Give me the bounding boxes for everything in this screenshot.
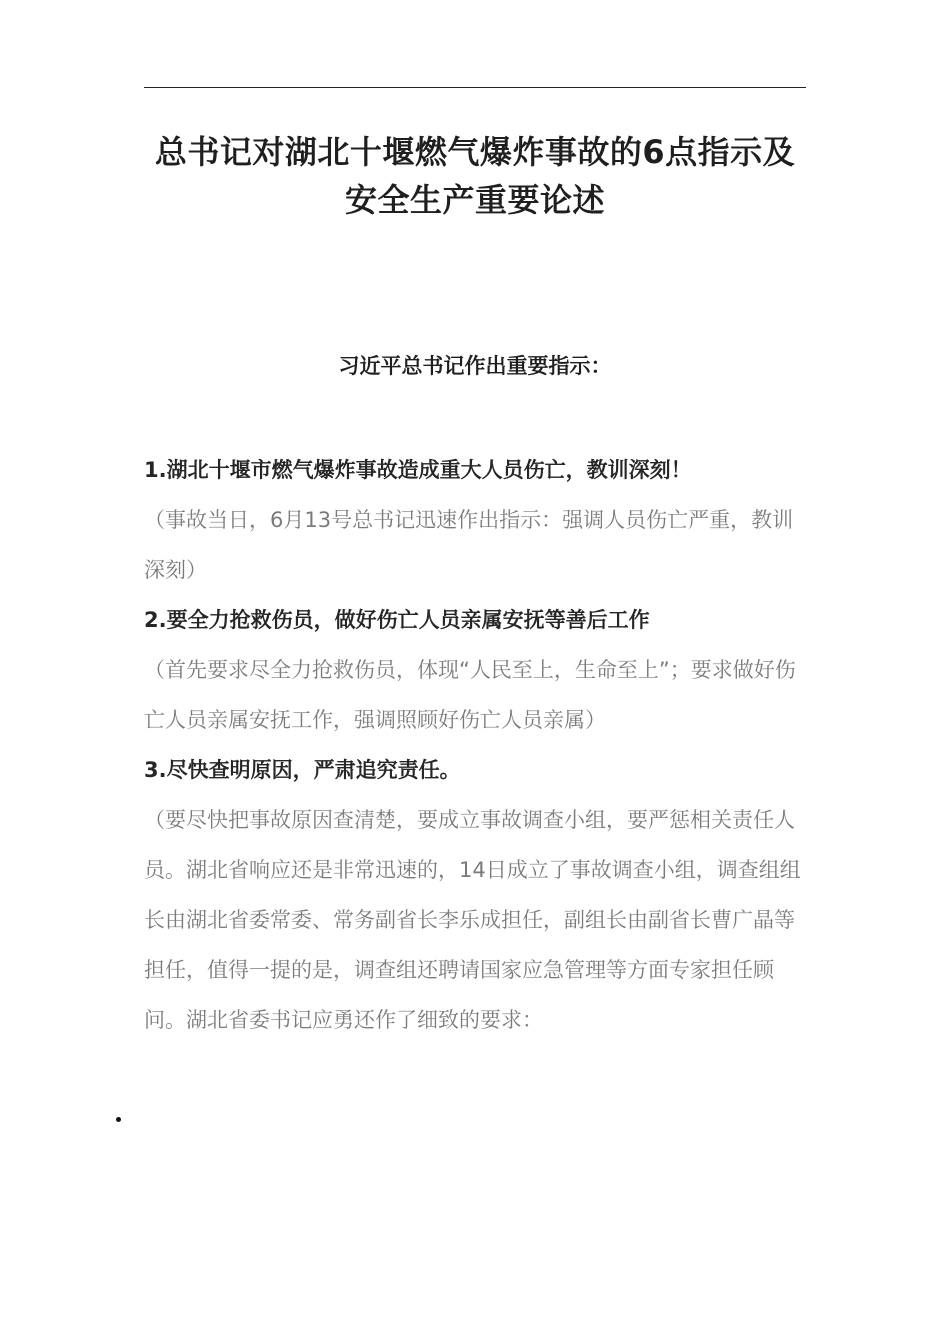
point-2-note: （首先要求尽全力抢救伤员，体现“人民至上，生命至上”；要求做好伤亡人员亲属安抚工作，强调照顾好伤亡人员亲属） bbox=[144, 658, 796, 732]
point-3-title: 3.尽快查明原因，严肃追究责任。 bbox=[144, 758, 461, 782]
point-1-note: （事故当日，6月13号总书记迅速作出指示：强调人员伤亡严重，教训深刻） bbox=[144, 508, 794, 582]
point-2-title: 2.要全力抢救伤员，做好伤亡人员亲属安抚等善后工作 bbox=[144, 608, 650, 632]
document-title: 总书记对湖北十堰燃气爆炸事故的6点指示及安全生产重要论述 bbox=[154, 133, 796, 219]
point-3-note: （要尽快把事故原因查清楚，要成立事故调查小组，要严惩相关责任人员。湖北省响应还是非常迅速的，14日成立了事故调查小组，调查组组长由湖北省委常委、常务副省长李乐成担任，副组长由副省长曹广晶等担任，值得一提的是，调查组还聘请国家应急管理等方面专家担任顾问。湖北省委书记应勇还作了细致的要求： bbox=[144, 808, 801, 1032]
point-1-title: 1.湖北十堰市燃气爆炸事故造成重大人员伤亡，教训深刻！ bbox=[144, 458, 692, 482]
header-rule bbox=[144, 87, 806, 88]
bullet-dot-icon bbox=[116, 1117, 121, 1122]
document-body bbox=[144, 445, 806, 1045]
section-subheading: 习近平总书记作出重要指示： bbox=[338, 354, 612, 378]
